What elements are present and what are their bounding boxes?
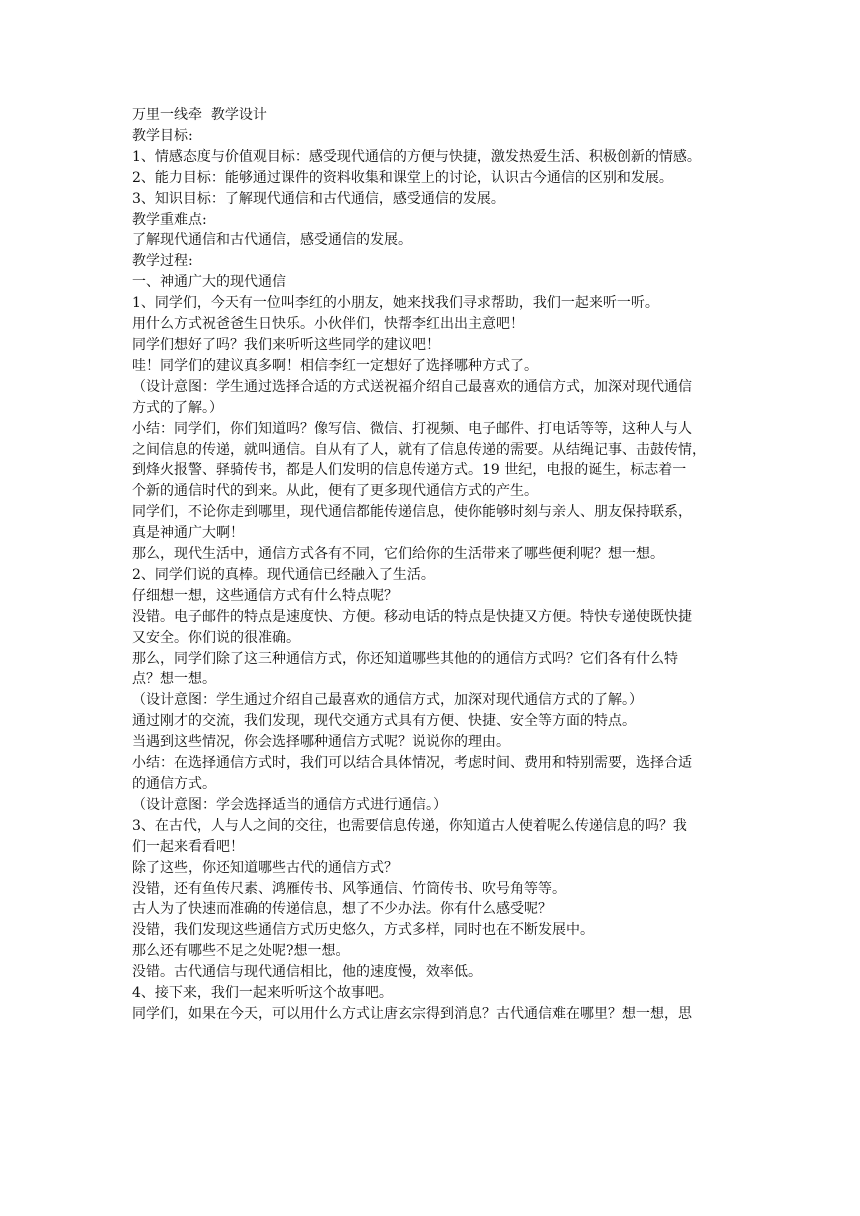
text-line: 教学过程: — [132, 253, 193, 270]
text-line: 真是神通广大啊！ — [132, 525, 244, 542]
text-line: 3、知识目标：了解现代通信和古代通信，感受通信的发展。 — [132, 190, 505, 207]
text-line: 方式的了解。） — [132, 399, 223, 416]
text-line: 没错。电子邮件的特点是速度快、方便。移动电话的特点是快捷又方便。特快专递使既快捷 — [132, 608, 692, 625]
text-line: 教学目标: — [132, 127, 193, 144]
text-line: 了解现代通信和古代通信，感受通信的发展。 — [132, 232, 412, 249]
text-line: 1、同学们，今天有一位叫李红的小朋友，她来找我们寻求帮助，我们一起来听一听。 — [132, 295, 659, 312]
text-line: 那么，同学们除了这三种通信方式，你还知道哪些其他的的通信方式吗？它们各有什么特 — [132, 650, 678, 667]
text-line: 2、同学们说的真棒。现代通信已经融入了生活。 — [132, 566, 435, 583]
text-line: 那么，现代生活中，通信方式各有不同，它们给你的生活带来了哪些便利呢？想一想。 — [132, 546, 664, 563]
text-line: 2、能力目标：能够通过课件的资料收集和课堂上的讨论，认识古今通信的区别和发展。 — [132, 169, 673, 186]
text-line: 那么还有哪些不足之处呢?想一想。 — [132, 943, 350, 960]
text-line: 通过刚才的交流，我们发现，现代交通方式具有方便、快捷、安全等方面的特点。 — [132, 713, 636, 730]
text-line: 一、神通广大的现代通信 — [132, 274, 286, 291]
text-line: 当遇到这些情况，你会选择哪种通信方式呢？说说你的理由。 — [132, 734, 510, 751]
text-line: 没错。古代通信与现代通信相比，他的速度慢，效率低。 — [132, 964, 482, 981]
text-line: 又安全。你们说的很准确。 — [132, 629, 300, 646]
text-line: （设计意图：学生通过介绍自己最喜欢的通信方式，加深对现代通信方式的了解。） — [132, 692, 643, 709]
text-line: 古人为了快速而准确的传递信息，想了不少办法。你有什么感受呢？ — [132, 901, 552, 918]
text-line: 3、在古代，人与人之间的交往，也需要信息传递，你知道古人使着呢么传递信息的吗？我 — [132, 817, 687, 834]
text-line: 小结：同学们，你们知道吗？像写信、微信、打视频、电子邮件、打电话等等，这种人与人 — [132, 420, 692, 437]
text-line: （设计意图：学生通过选择合适的方式送祝福介绍自己最喜欢的通信方式，加深对现代通信 — [132, 378, 692, 395]
text-line: 同学们，如果在今天，可以用什么方式让唐玄宗得到消息？古代通信难在哪里？想一想，思 — [132, 1005, 692, 1022]
text-line: 1、情感态度与价值观目标：感受现代通信的方便与快捷，激发热爱生活、积极创新的情感。 — [132, 148, 701, 165]
document-body — [132, 126, 732, 1025]
text-line: 用什么方式祝爸爸生日快乐。小伙伴们，快帮李红出出主意吧！ — [132, 316, 524, 333]
text-line: 教学重难点: — [132, 211, 207, 228]
document-title: 万里一线牵 教学设计 — [132, 107, 267, 123]
text-line: 之间信息的传递，就叫通信。自从有了人，就有了信息传递的需要。从结绳记事、击鼓传情， — [132, 441, 706, 458]
text-line: 没错，还有鱼传尺素、鸿雁传书、风筝通信、竹筒传书、吹号角等等。 — [132, 880, 566, 897]
text-line: 同学们想好了吗？我们来听听这些同学的建议吧！ — [132, 336, 440, 353]
text-line: 点？想一想。 — [132, 671, 216, 688]
text-line: 个新的通信时代的到来。从此，便有了更多现代通信方式的产生。 — [132, 483, 538, 500]
text-line: 的通信方式。 — [132, 776, 216, 792]
text-line: 到烽火报警、驿骑传书，都是人们发明的信息传递方式。19 世纪，电报的诞生，标志着一 — [132, 462, 687, 479]
text-line: 仔细想一想，这些通信方式有什么特点呢？ — [132, 587, 398, 604]
text-line: 同学们，不论你走到哪里，现代通信都能传递信息，使你能够时刻与亲人、朋友保持联系， — [132, 504, 692, 521]
text-line: 除了这些，你还知道哪些古代的通信方式？ — [132, 859, 398, 876]
text-line: 没错，我们发现这些通信方式历史悠久，方式多样，同时也在不断发展中。 — [132, 922, 594, 939]
text-line: 小结：在选择通信方式时，我们可以结合具体情况，考虑时间、费用和特别需要，选择合适 — [132, 755, 692, 772]
text-line: 哇！同学们的建议真多啊！相信李红一定想好了选择哪种方式了。 — [132, 357, 538, 374]
text-line: （设计意图：学会选择适当的通信方式进行通信。） — [132, 796, 447, 813]
text-line: 4、接下来，我们一起来听听这个故事吧。 — [132, 985, 393, 1002]
text-line: 们一起来看看吧！ — [132, 838, 244, 855]
document-page — [132, 105, 732, 1025]
